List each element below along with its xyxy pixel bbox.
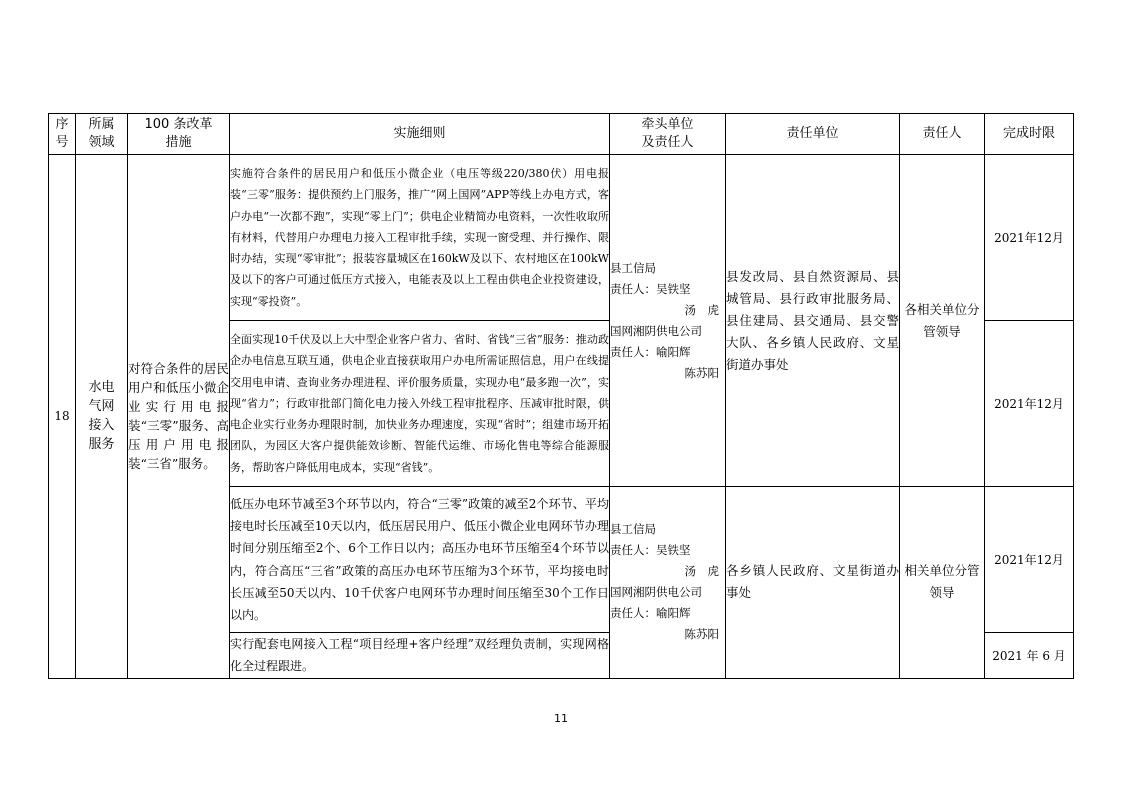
lead-person: 责任人：吴铁坚: [610, 281, 691, 296]
lead-unit: 县工信局: [610, 522, 656, 537]
resp-unit-1: 县发改局、县自然资源局、县城管局、县行政审批服务局、县住建局、县交通局、县交警大队、各乡镇人民政府、文星街道办事处: [726, 155, 900, 487]
lead-person: 汤 虎: [684, 564, 719, 579]
person-2: 相关单位分管领导: [900, 487, 985, 679]
row-measure: 对符合条件的居民用户和低压小微企业实行用电报装“三零”服务、高压用户用电报装“三省”服务。: [128, 155, 230, 679]
header-deadline: 完成时限: [985, 114, 1074, 155]
lead-unit: 县工信局: [610, 260, 656, 275]
row-area: 水电 气网 接入 服务: [76, 155, 128, 679]
lead-group-1: [610, 155, 726, 487]
lead-person: 陈苏阳: [684, 365, 719, 380]
detail-item-4: 实行配套电网接入工程“项目经理+客户经理”双经理负责制，实现网格化全过程跟进。: [230, 633, 610, 679]
lead-person: 责任人：喻阳辉: [610, 606, 691, 621]
lead-person: 汤 虎: [684, 302, 719, 317]
lead-unit: 国网湘阴供电公司: [610, 323, 702, 338]
lead-group-2: [610, 487, 726, 679]
header-resp-unit: 责任单位: [726, 114, 900, 155]
header-measure: 100 条改革 措施: [128, 114, 230, 155]
detail-item-2: 全面实现10千伏及以上大中型企业客户省力、省时、省钱“三省”服务：推动政企办电信息互联互通，供电企业直接获取用户办电所需证照信息，用户在线提交用电申请、查询业务办理进程、评价服务质量，实现办电“最多跑一次”，实现“省力”；行政审批部门简化电力接入外线工程审批程序、压减审批时限，供电企业实行业务办理限时制，加快业务办理速度，实现“省时”；组建市场开拓团队，为园区大客户提供能效诊断、智能代运维、市场化售电等综合能源服务，帮助客户降低用电成本，实现“省钱”。: [230, 321, 610, 487]
person-1: 各相关单位分管领导: [900, 155, 985, 487]
table-row: [49, 155, 1074, 321]
deadline-2: 2021年12月: [985, 321, 1074, 487]
detail-item-1: 实施符合条件的居民用户和低压小微企业（电压等级220/380伏）用电报装“三零”服务：提供预约上门服务，推广“网上国网”APP等线上办电方式，客户办电“一次都不跑”，实现“零上门”；供电企业精简办电资料，一次性收取所有材料，代替用户办理电力接入工程审批手续，实现一窗受理、并行操作、限时办结，实现“零审批”；报装容量城区在160kW及以下、农村地区在100kW及以下的客户可通过低压方式接入，电能表及以上工程由供电企业投资建设，实现“零投资”。: [230, 155, 610, 321]
resp-unit-2: 各乡镇人民政府、文星街道办事处: [726, 487, 900, 679]
lead-unit: 国网湘阴供电公司: [610, 585, 702, 600]
detail-item-3: 低压办电环节减至3个环节以内，符合“三零”政策的减至2个环节、平均接电时长压减至10天以内，低压居民用户、低压小微企业电网环节办理时间分别压缩至2个、6个工作日以内；高压办电环节压缩至4个环节以内，符合高压“三省”政策的高压办电环节压缩为3个环节，平均接电时长压减至50天以内、10千伏客户电网环节办理时间压缩至30个工作日以内。: [230, 487, 610, 633]
header-row: [49, 114, 1074, 155]
header-area: 所属 领域: [76, 114, 128, 155]
reform-task-table: [48, 113, 1074, 679]
row-index: 18: [49, 155, 76, 679]
page-number: 11: [554, 712, 568, 725]
header-lead: 牵头单位 及责任人: [610, 114, 726, 155]
deadline-4: 2021 年 6 月: [985, 633, 1074, 679]
lead-person: 责任人：吴铁坚: [610, 543, 691, 558]
header-person: 责任人: [900, 114, 985, 155]
deadline-1: 2021年12月: [985, 155, 1074, 321]
header-index: 序 号: [49, 114, 76, 155]
deadline-3: 2021年12月: [985, 487, 1074, 633]
lead-person: 责任人：喻阳辉: [610, 344, 691, 359]
lead-person: 陈苏阳: [684, 627, 719, 642]
header-detail: 实施细则: [230, 114, 610, 155]
